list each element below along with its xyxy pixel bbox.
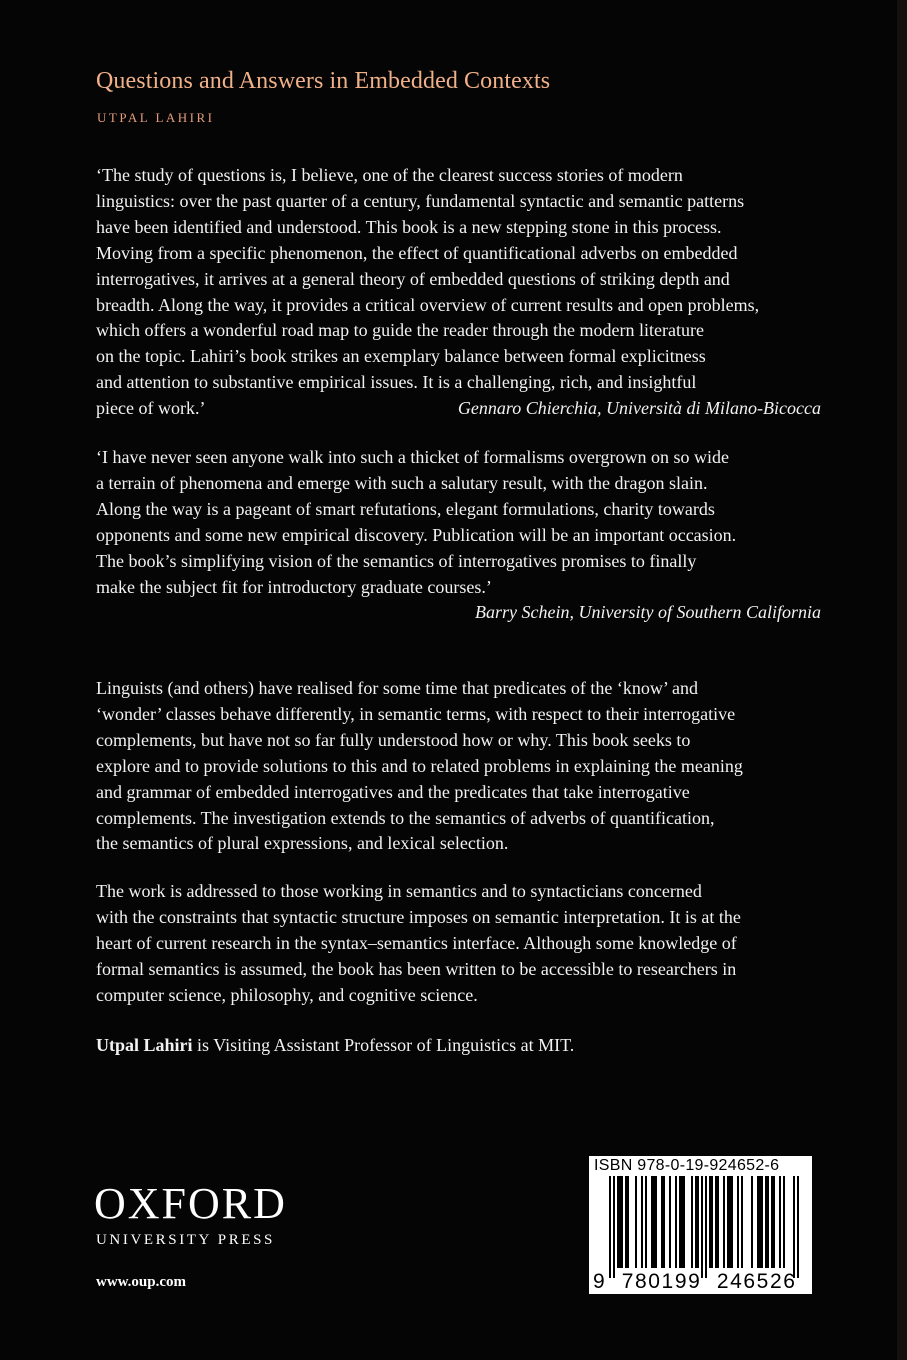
audience-line: formal semantics is assumed, the book has been written to be accessible to researchers in <box>96 958 737 979</box>
book-title: Questions and Answers in Embedded Contexts <box>96 68 551 94</box>
review-line: make the subject fit for introductory graduate courses.’ <box>96 576 492 597</box>
barcode-bar <box>609 1176 611 1278</box>
barcode-bar <box>653 1176 655 1268</box>
barcode-bar <box>767 1176 769 1268</box>
barcode-bar <box>701 1176 703 1278</box>
description-line: the semantics of plural expressions, and lexical selection. <box>96 833 509 854</box>
barcode-bar <box>661 1176 663 1268</box>
barcode-bar <box>779 1176 781 1268</box>
review-line: which offers a wonderful road map to guide the reader through the modern literature <box>96 320 704 341</box>
barcode-bar <box>741 1176 743 1268</box>
barcode-bar <box>797 1176 799 1278</box>
audience-line: heart of current research in the syntax–semantics interface. Although some knowledge of <box>96 932 737 953</box>
barcode-bar <box>793 1176 795 1278</box>
barcode-bar <box>621 1176 623 1268</box>
barcode-bar <box>761 1176 763 1268</box>
barcode-bar <box>651 1176 653 1268</box>
barcode-bar <box>695 1176 697 1268</box>
barcode-bar <box>617 1176 619 1268</box>
review-line: ‘I have never seen anyone walk into such a thicket of formalisms overgrown on so wide <box>96 447 729 467</box>
barcode-digit-group-left: 780199 <box>621 1270 702 1293</box>
barcode-bar <box>709 1176 711 1268</box>
review-line: Along the way is a pageant of smart refutations, elegant formulations, charity towards <box>96 498 715 519</box>
oxford-logo-subline: UNIVERSITY PRESS <box>96 1232 275 1248</box>
barcode-digits <box>593 1270 808 1294</box>
review-last-line <box>96 396 821 422</box>
audience-line: with the constraints that syntactic structure imposes on semantic interpretation. It is at the <box>96 906 741 927</box>
barcode-bar <box>645 1176 647 1268</box>
description-line: complements. The investigation extends to the semantics of adverbs of quantification, <box>96 807 715 828</box>
barcode-bar <box>771 1176 773 1268</box>
audience-paragraph <box>96 879 821 1009</box>
author-bio <box>96 1035 574 1056</box>
cover-edge-strip <box>897 0 907 1360</box>
barcode-bar <box>635 1176 637 1268</box>
book-description <box>96 676 821 857</box>
review-line: The book’s simplifying vision of the semantics of interrogatives promises to finally <box>96 550 697 571</box>
review-line: a terrain of phenomena and emerge with such a salutary result, with the dragon slain. <box>96 472 708 493</box>
barcode-bar <box>655 1176 657 1268</box>
book-author: UTPAL LAHIRI <box>97 110 215 125</box>
author-bio-name: Utpal Lahiri <box>96 1035 193 1055</box>
barcode-bar <box>783 1176 785 1268</box>
barcode-bar <box>757 1176 759 1268</box>
barcode-bar <box>705 1176 707 1278</box>
review-line: ‘The study of questions is, I believe, one of the clearest success stories of modern <box>96 165 683 185</box>
barcode-bar <box>675 1176 677 1268</box>
barcode-bar <box>613 1176 615 1278</box>
barcode-bar <box>773 1176 775 1268</box>
isbn-barcode <box>589 1156 812 1294</box>
review-attribution: Barry Schein, University of Southern California <box>475 602 821 623</box>
barcode-bar <box>663 1176 665 1268</box>
barcode-bar <box>691 1176 693 1268</box>
review-line: have been identified and understood. This book is a new stepping stone in this process. <box>96 216 722 237</box>
author-bio-text: is Visiting Assistant Professor of Linguistics at MIT. <box>192 1035 575 1055</box>
review-line: and attention to substantive empirical issues. It is a challenging, rich, and insightful <box>96 372 697 393</box>
barcode-bar <box>697 1176 699 1268</box>
review-line: interrogatives, it arrives at a general theory of embedded questions of striking depth and <box>96 268 730 289</box>
oxford-logo-wordmark: OXFORD <box>94 1179 287 1228</box>
description-line: explore and to provide solutions to this and to related problems in explaining the meaning <box>96 755 743 776</box>
review-line: linguistics: over the past quarter of a century, fundamental syntactic and semantic patterns <box>96 190 745 211</box>
review-line: breadth. Along the way, it provides a critical overview of current results and open problems, <box>96 294 760 315</box>
review-chierchia <box>96 163 821 422</box>
barcode-bar <box>737 1176 739 1268</box>
barcode-bar <box>669 1176 671 1268</box>
audience-line: computer science, philosophy, and cognitive science. <box>96 984 478 1005</box>
barcode-digit-group-right: 246526 <box>716 1270 797 1293</box>
audience-line: The work is addressed to those working in semantics and to syntacticians concerned <box>96 881 702 901</box>
barcode-bar <box>681 1176 683 1268</box>
barcode-digit-lead: 9 <box>593 1270 607 1293</box>
barcode-bar <box>727 1176 729 1268</box>
description-line: complements, but have not so far fully understood how or why. This book seeks to <box>96 729 691 750</box>
barcode-bar <box>723 1176 725 1268</box>
publisher-website: www.oup.com <box>96 1274 187 1290</box>
review-attribution: Gennaro Chierchia, Università di Milano-Bicocca <box>457 398 821 419</box>
barcode-bar <box>627 1176 629 1268</box>
description-line: ‘wonder’ classes behave differently, in semantic terms, with respect to their interrogative <box>96 703 736 724</box>
description-line: Linguists (and others) have realised for some time that predicates of the ‘know’ and <box>96 678 698 698</box>
review-line: Moving from a specific phenomenon, the effect of quantificational adverbs on embedded <box>96 242 738 263</box>
barcode-bar <box>751 1176 753 1268</box>
barcode-bar <box>765 1176 767 1268</box>
barcode-bar <box>731 1176 733 1268</box>
barcode-bar <box>715 1176 717 1268</box>
review-line: opponents and some new empirical discovery. Publication will be an important occasion. <box>96 524 737 545</box>
barcode-bar <box>711 1176 713 1268</box>
barcode-bar <box>717 1176 719 1268</box>
barcode-bar <box>679 1176 681 1268</box>
barcode-bar <box>641 1176 643 1268</box>
barcode-bar <box>625 1176 627 1268</box>
barcode-bar <box>759 1176 761 1268</box>
barcode-bar <box>729 1176 731 1268</box>
description-line: and grammar of embedded interrogatives and the predicates that take interrogative <box>96 781 690 802</box>
barcode-bar <box>619 1176 621 1268</box>
review-line: on the topic. Lahiri’s book strikes an exemplary balance between formal explicitness <box>96 346 706 367</box>
review-line: piece of work.’ <box>96 398 206 419</box>
barcode-bar <box>683 1176 685 1268</box>
review-schein <box>96 445 821 626</box>
isbn-label: ISBN 978-0-19-924652-6 <box>594 1157 780 1174</box>
